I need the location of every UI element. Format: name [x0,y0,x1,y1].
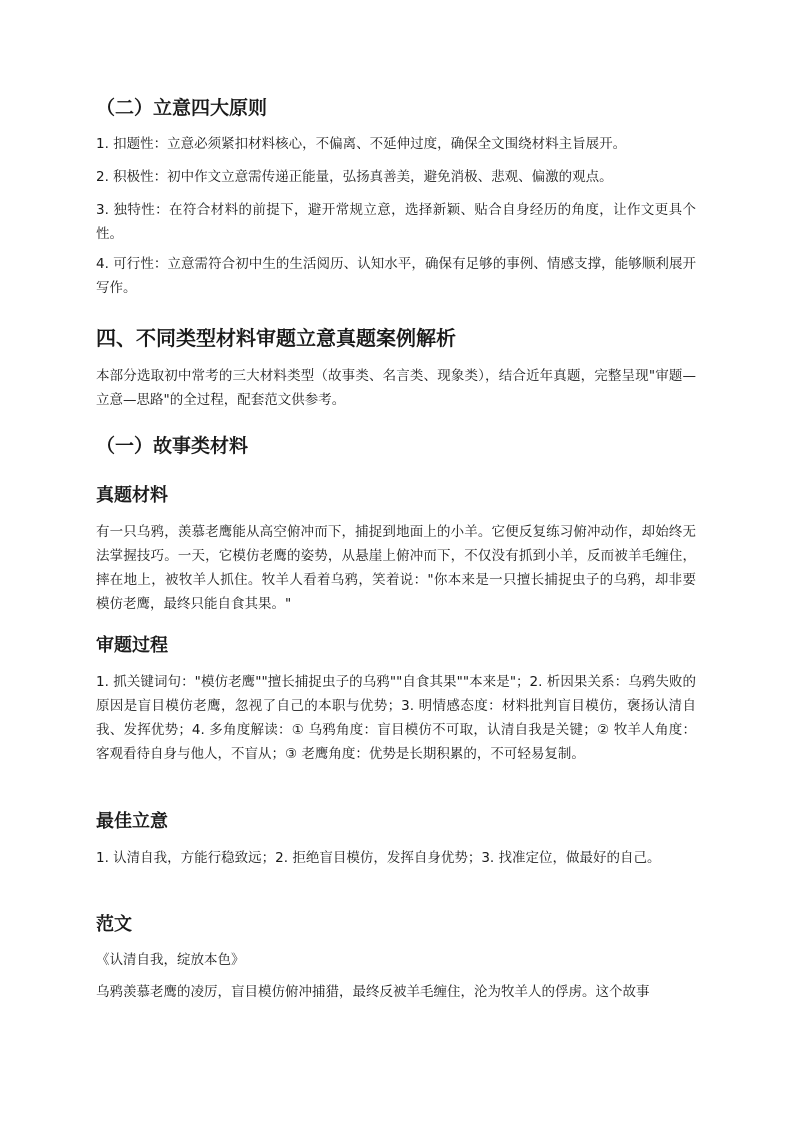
section4-heading: 四、不同类型材料审题立意真题案例解析 [96,326,456,350]
principles-heading: （二）立意四大原则 [96,97,268,119]
section4-intro: 本部分选取初中常考的三大材料类型（故事类、名言类、现象类），结合近年真题，完整呈现"审题—立意—思路"的全过程，配套范文供参考。 [96,368,696,408]
story-heading: （一）故事类材料 [96,435,249,457]
process-text: 1. 抓关键词句："模仿老鹰""擅长捕捉虫子的乌鸦""自食其果""本来是"；2. 析因果关系：乌鸦失败的原因是盲目模仿老鹰，忽视了自己的本职与优势；3. 明情感态度：材料批判盲目模仿，褒扬认清自我、发挥优势；4. 多角度解读：① 乌鸦角度：盲目模仿不可取，认清自我是关键；② 牧羊人角度：客观看待自身与他人，不盲从；③ 老鹰角度：优势是长期积累的，不可轻易复制。 [96,674,696,762]
process-heading: 审题过程 [96,635,168,656]
best-idea-heading: 最佳立意 [96,811,168,832]
material-heading: 真题材料 [96,485,168,506]
principle-item: 4. 可行性：立意需符合初中生的生活阅历、认知水平，确保有足够的事例、情感支撑，能够顺利展开写作。 [96,256,696,296]
principle-item: 2. 积极性：初中作文立意需传递正能量，弘扬真善美，避免消极、悲观、偏激的观点。 [96,169,613,185]
material-text: 有一只乌鸦，羡慕老鹰能从高空俯冲而下，捕捉到地面上的小羊。它便反复练习俯冲动作，却始终无法掌握技巧。一天，它模仿老鹰的姿势，从悬崖上俯冲而下，不仅没有抓到小羊，反而被羊毛缠住，摔在地上，被牧羊人抓住。牧羊人看着乌鸦，笑着说："你本来是一只擅长捕捉虫子的乌鸦，却非要模仿老鹰，最终只能自食其果。" [96,524,696,612]
best-idea-text: 1. 认清自我，方能行稳致远；2. 拒绝盲目模仿，发挥自身优势；3. 找准定位，做最好的自己。 [96,850,661,866]
essay-text: 乌鸦羡慕老鹰的凌厉，盲目模仿俯冲捕猎，最终反被羊毛缠住，沦为牧羊人的俘虏。这个故事 [96,984,650,1000]
essay-heading: 范文 [96,914,132,935]
principle-item: 1. 扣题性：立意必须紧扣材料核心，不偏离、不延伸过度，确保全文围绕材料主旨展开。 [96,136,627,152]
essay-title: 《认清自我，绽放本色》 [96,952,245,968]
principle-item: 3. 独特性：在符合材料的前提下，避开常规立意，选择新颖、贴合自身经历的角度，让作文更具个性。 [96,202,696,242]
